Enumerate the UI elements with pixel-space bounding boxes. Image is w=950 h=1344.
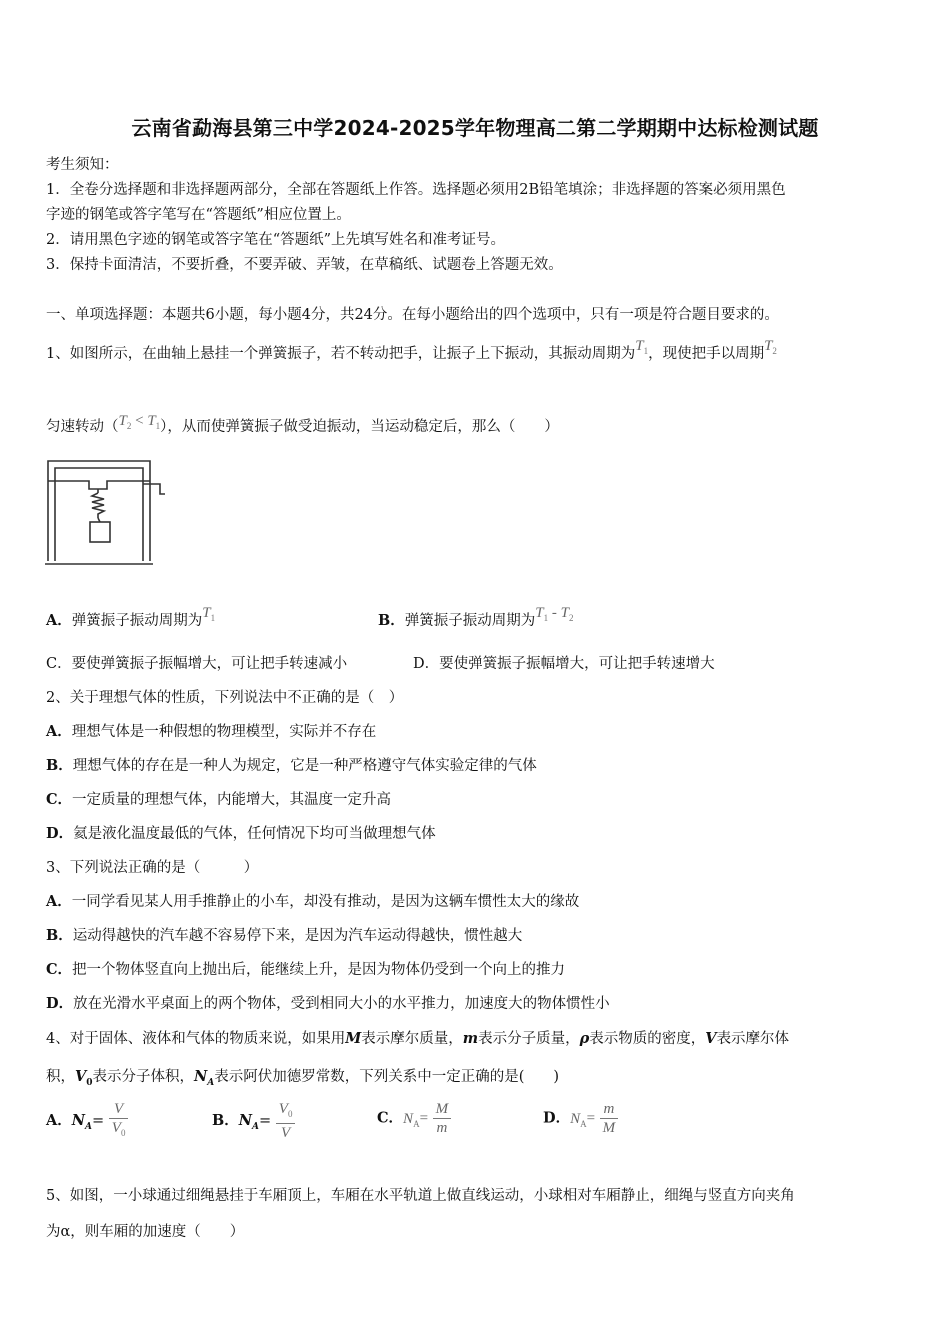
q3-option-b: B．运动得越快的汽车越不容易停下来，是因为汽车运动得越快，惯性越大	[46, 927, 523, 944]
q4-option-a: A．$N_A=$ $\frac{V}{V_0}$	[46, 1100, 128, 1142]
section-heading: 一、单项选择题：本题共6小题，每小题4分，共24分。在每小题给出的四个选项中，只有一项是符合题目要求的。	[46, 307, 779, 323]
q4-option-b: B．$N_A=$ $\frac{V_0}{V}$	[212, 1100, 295, 1142]
q3-option-a: A．一同学看见某人用手推静止的小车，却没有推动，是因为这辆车惯性太大的缘故	[46, 893, 580, 910]
q1-option-b: B．弹簧振子振动周期为$T_1 - T_2$	[378, 605, 574, 629]
q4-option-c: C．$N_A=$ $\frac{M}{m}$	[377, 1100, 451, 1137]
page-title: 云南省勐海县第三中学2024-2025学年物理高二第二学期期中达标检测试题	[131, 116, 819, 140]
notice-item-1a: 1．全卷分选择题和非选择题两部分，全部在答题纸上作答。选择题必须用2B铅笔填涂；非选择题的答案必须用黑色	[46, 182, 786, 198]
q3-stem: 3、下列说法正确的是（ ）	[46, 860, 259, 876]
q1-option-c: C．要使弹簧振子振幅增大，可让把手转速减小	[46, 656, 348, 672]
q2-option-b: B．理想气体的存在是一种人为规定，它是一种严格遵守气体实验定律的气体	[46, 757, 537, 774]
q1-option-a: A．弹簧振子振动周期为$T_1$	[46, 605, 216, 629]
q1-line2: 匀速转动$(T_2 < T_1)$，从而使弹簧振子做受迫振动，当运动稳定后，那么（ ）	[46, 413, 559, 435]
q4-line2: 积，$V_0$表示分子体积，$N_A$表示阿伏加德罗常数，下列关系中一定正确的是( )	[46, 1068, 560, 1088]
notice-item-3: 3．保持卡面清洁，不要折叠，不要弄破、弄皱，在草稿纸、试题卷上答题无效。	[46, 257, 563, 273]
q3-option-d: D．放在光滑水平桌面上的两个物体，受到相同大小的水平推力，加速度大的物体惯性小	[46, 995, 610, 1012]
q3-option-c: C．把一个物体竖直向上抛出后，能继续上升，是因为物体仍受到一个向上的推力	[46, 961, 566, 978]
q1-option-d: D．要使弹簧振子振幅增大，可让把手转速增大	[413, 656, 715, 672]
spring-oscillator-figure	[45, 456, 170, 571]
q1-line1: 1、如图所示，在曲轴上悬挂一个弹簧振子，若不转动把手，让振子上下振动，其振动周期为$T_1$，现使把手以周期$T_2$	[46, 338, 777, 362]
notice-heading: 考生须知：	[46, 157, 119, 173]
q2-option-d: D．氦是液化温度最低的气体，任何情况下均可当做理想气体	[46, 825, 436, 842]
notice-item-2: 2．请用黑色字迹的钢笔或答字笔在“答题纸”上先填写姓名和准考证号。	[46, 232, 506, 248]
q4-option-d: D．$N_A=$ $\frac{m}{M}$	[543, 1100, 618, 1137]
notice-item-1b: 字迹的钢笔或答字笔写在“答题纸”相应位置上。	[46, 207, 351, 223]
q2-option-c: C．一定质量的理想气体，内能增大，其温度一定升高	[46, 791, 392, 808]
q5-line2: 为α，则车厢的加速度（ ）	[46, 1224, 245, 1240]
q5-line1: 5、如图，一小球通过细绳悬挂于车厢顶上，车厢在水平轨道上做直线运动，小球相对车厢静止，细绳与竖直方向夹角	[46, 1188, 795, 1204]
q2-option-a: A．理想气体是一种假想的物理模型，实际并不存在	[46, 723, 377, 740]
q4-line1: 4、对于固体、液体和气体的物质来说，如果用M表示摩尔质量，m表示分子质量，ρ表示物质的密度，V表示摩尔体	[46, 1030, 790, 1047]
q2-stem: 2、关于理想气体的性质，下列说法中不正确的是（ ）	[46, 690, 404, 706]
